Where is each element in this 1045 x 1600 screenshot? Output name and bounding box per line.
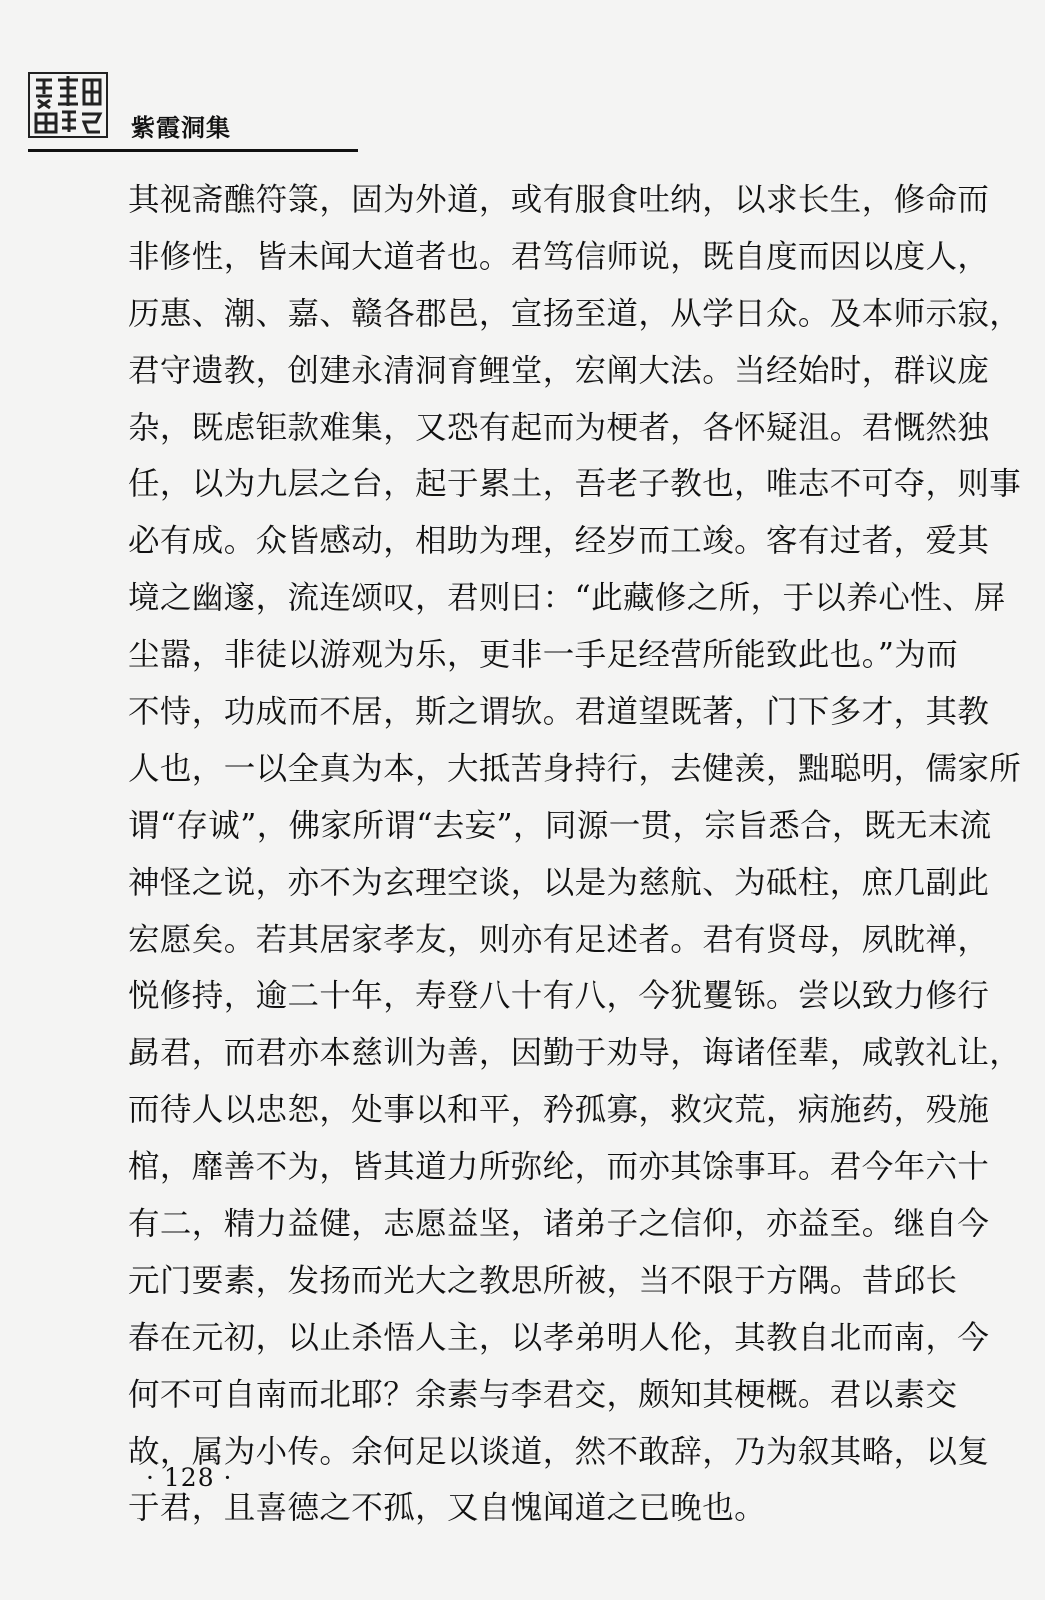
text-line: 而待人以忠恕，处事以和平，矜孤寡，救灾荒，病施药，殁施	[128, 1092, 990, 1129]
body-text	[128, 178, 1022, 1543]
text-line: 不恃，功成而不居，斯之谓欤。君道望既著，门下多才，其教	[128, 694, 990, 731]
text-line: 君守遗教，创建永清洞育鲤堂，宏阐大法。当经始时，群议庞	[128, 352, 990, 389]
text-line: 元门要素，发扬而光大之教思所被，当不限于方隅。昔邱长	[128, 1262, 958, 1299]
text-line: 境之幽邃，流连颂叹，君则曰：“此藏修之所，于以养心性、屏	[128, 580, 1006, 617]
text-line: 宏愿矣。若其居家孝友，则亦有足述者。君有贤母，夙眈禅，	[128, 921, 990, 958]
text-line: 神怪之说，亦不为玄理空谈，以是为慈航、为砥柱，庶几副此	[128, 864, 990, 901]
text-line: 故，属为小传。余何足以谈道，然不敢辞，乃为叙其略，以复	[128, 1433, 990, 1470]
seal-stamp-icon	[28, 70, 108, 140]
text-line: 勗君，而君亦本慈训为善，因勤于劝导，诲诸侄辈，咸敦礼让，	[128, 1035, 1022, 1072]
text-line: 棺，靡善不为，皆其道力所弥纶，而亦其馀事耳。君今年六十	[128, 1149, 990, 1186]
page-number: · 128 ·	[146, 1463, 233, 1492]
text-line: 有二，精力益健，志愿益坚，诸弟子之信仰，亦益至。继自今	[128, 1206, 990, 1243]
text-line: 任，以为九层之台，起于累土，吾老子教也，唯志不可夺，则事	[128, 466, 1022, 503]
text-line: 春在元初，以止杀悟人主，以孝弟明人伦，其教自北而南，今	[128, 1319, 990, 1356]
text-line: 于君，且喜德之不孤，又自愧闻道之已晚也。	[128, 1490, 767, 1527]
text-line: 尘嚣，非徒以游观为乐，更非一手足经营所能致此也。”为而	[128, 637, 959, 674]
text-line: 杂，既虑钜款难集，又恐有起而为梗者，各怀疑沮。君慨然独	[128, 409, 990, 446]
text-line: 必有成。众皆感动，相助为理，经岁而工竣。客有过者，爱其	[128, 523, 990, 560]
text-line: 其视斋醮符箓，固为外道，或有服食吐纳，以求长生，修命而	[128, 182, 990, 218]
text-line: 悦修持，逾二十年，寿登八十有八，今犹矍铄。尝以致力修行	[128, 978, 990, 1015]
text-line: 非修性，皆未闻大道者也。君笃信师说，既自度而因以度人，	[128, 238, 990, 275]
running-header-title: 紫霞洞集	[131, 114, 231, 142]
text-line: 何不可自南而北耶？余素与李君交，颇知其梗概。君以素交	[128, 1376, 958, 1413]
header-divider	[28, 149, 358, 152]
text-line: 人也，一以全真为本，大抵苦身持行，去健羡，黜聪明，儒家所	[128, 750, 1022, 787]
text-line: 历惠、潮、嘉、赣各郡邑，宣扬至道，从学日众。及本师示寂，	[128, 295, 1022, 332]
text-line: 谓“存诚”，佛家所谓“去妄”，同源一贯，宗旨悉合，既无末流	[128, 807, 992, 844]
